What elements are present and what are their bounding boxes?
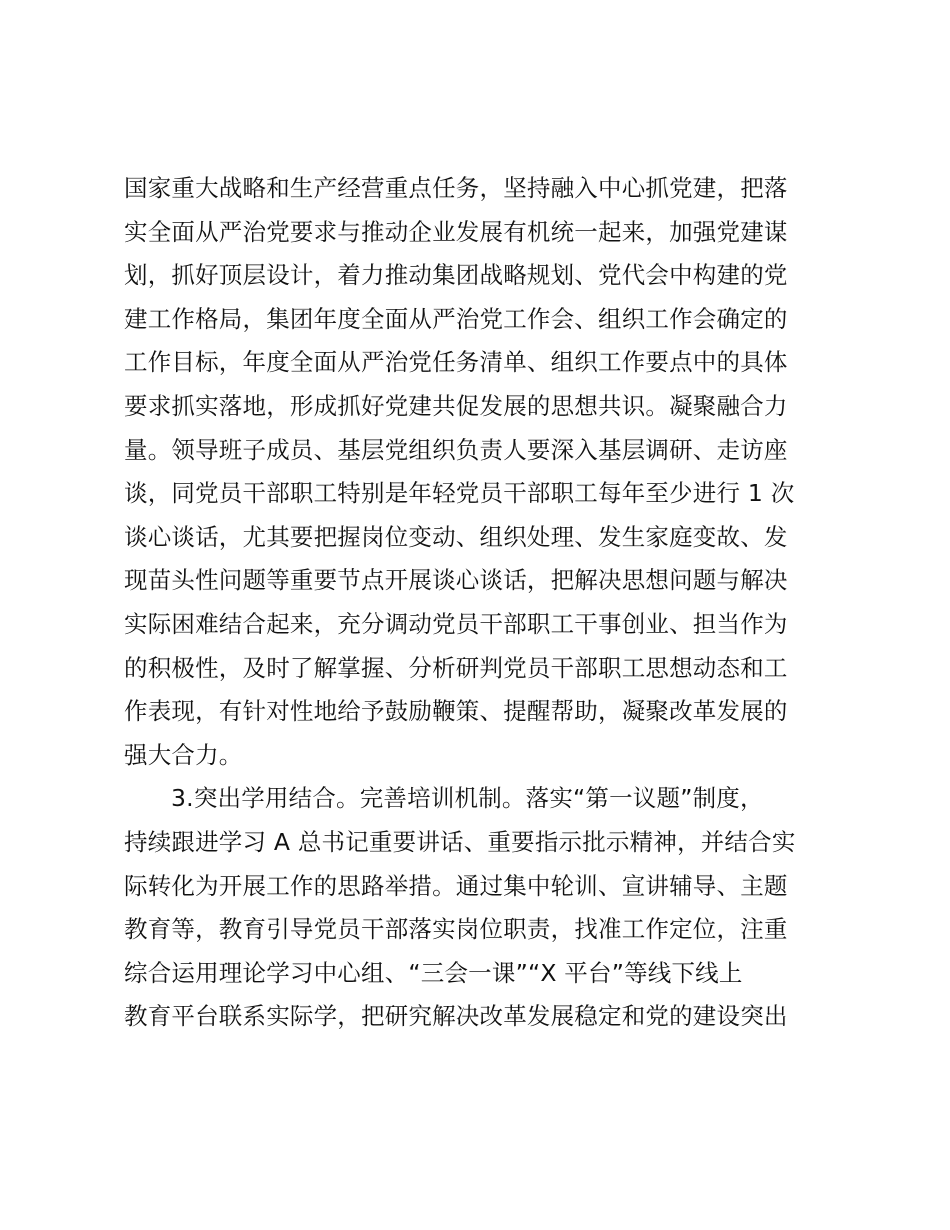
text-line: 划，抓好顶层设计，着力推动集团战略规划、党代会中构建的党	[124, 261, 788, 290]
text-line: 际转化为开展工作的思路举措。通过集中轮训、宣讲辅导、主题	[124, 871, 788, 900]
text-line: 要求抓实落地，形成抓好党建共促发展的思想共识。凝聚融合力	[124, 391, 788, 420]
body-text	[124, 167, 824, 1039]
text-line: 强大合力。	[124, 740, 243, 769]
text-line: 的积极性，及时了解掌握、分析研判党员干部职工思想动态和工	[124, 653, 788, 682]
text-line: 工作目标，年度全面从严治党任务清单、组织工作要点中的具体	[124, 348, 788, 377]
text-line: 谈，同党员干部职工特别是年轻党员干部职工每年至少进行 1 次	[124, 479, 795, 508]
text-line: 实际困难结合起来，充分调动党员干部职工干事创业、担当作为	[124, 609, 788, 638]
text-line: 持续跟进学习 A 总书记重要讲话、重要指示批示精神，并结合实	[124, 827, 796, 856]
text-line: 教育等，教育引导党员干部落实岗位职责，找准工作定位，注重	[124, 915, 788, 944]
text-line: 综合运用理论学习中心组、“三会一课”“X 平台”等线下线上	[124, 958, 743, 987]
section-heading-line: 3.突出学用结合。完善培训机制。落实“第一议题”制度，	[171, 784, 764, 813]
text-line: 谈心谈话，尤其要把握岗位变动、组织处理、发生家庭变故、发	[124, 522, 788, 551]
text-line: 作表现，有针对性地给予鼓励鞭策、提醒帮助，凝聚改革发展的	[124, 697, 788, 726]
text-line: 量。领导班子成员、基层党组织负责人要深入基层调研、走访座	[124, 435, 788, 464]
text-line: 建工作格局，集团年度全面从严治党工作会、组织工作会确定的	[124, 304, 788, 333]
text-line: 国家重大战略和生产经营重点任务，坚持融入中心抓党建，把落	[124, 174, 788, 202]
text-line: 教育平台联系实际学，把研究解决改革发展稳定和党的建设突出	[124, 1002, 788, 1031]
text-line: 实全面从严治党要求与推动企业发展有机统一起来，加强党建谋	[124, 217, 788, 246]
text-line: 现苗头性问题等重要节点开展谈心谈话，把解决思想问题与解决	[124, 566, 788, 595]
